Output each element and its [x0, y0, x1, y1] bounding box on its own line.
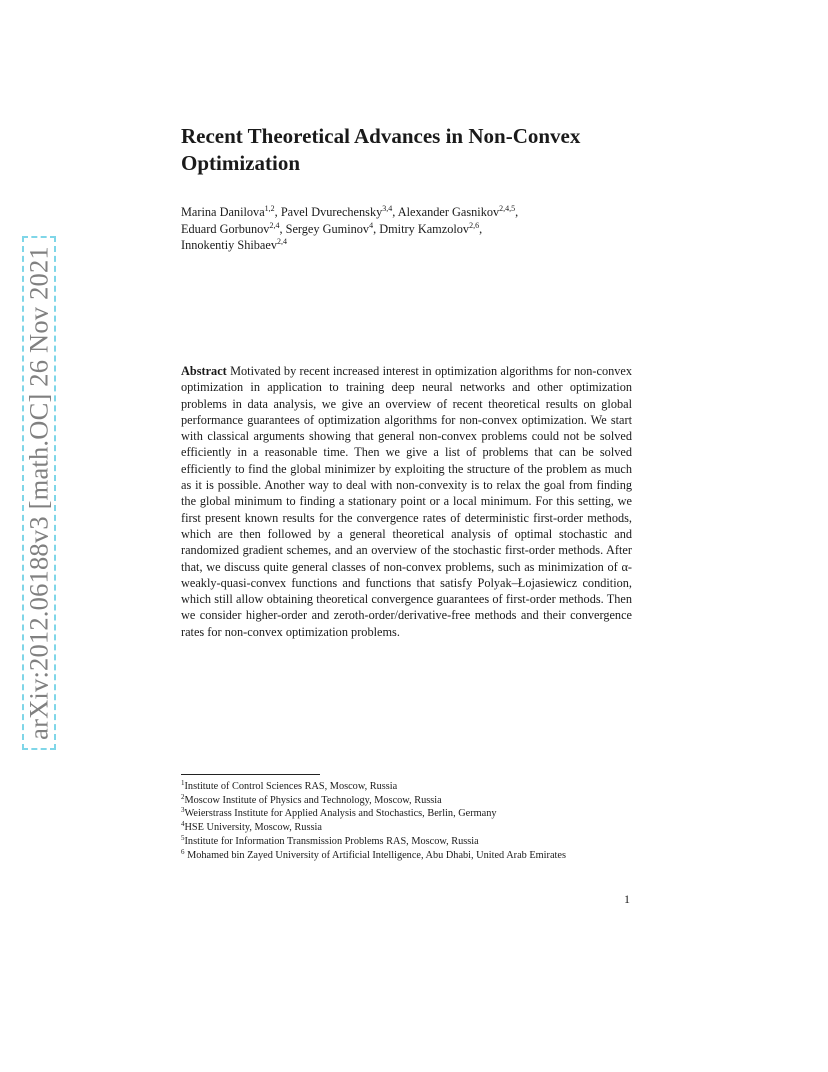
footnote-mark: 6: [181, 847, 185, 856]
arxiv-identifier-text: arXiv:2012.06188v3 [math.OC] 26 Nov 2021: [23, 246, 54, 740]
footnote-text: Mohamed bin Zayed University of Artificial Intelligence, Abu Dhabi, United Arab Emirates: [184, 849, 566, 861]
footnote-item: [181, 780, 641, 794]
footnote-mark: 5: [181, 833, 185, 842]
author-line: [181, 221, 641, 238]
author-separator: ,: [515, 205, 519, 219]
author-affiliation-mark: 1,2: [264, 204, 275, 213]
arxiv-identifier-stamp: [22, 236, 56, 750]
footnote-mark: 1: [181, 779, 185, 787]
author-name: Sergey Guminov: [285, 221, 370, 236]
footnote-item: [181, 849, 641, 863]
footnote-text: Institute for Information Transmission Problems RAS, Moscow, Russia: [184, 835, 479, 847]
author-separator: ,: [279, 221, 286, 236]
author-name: Marina Danilova: [181, 205, 265, 219]
author-separator: ,: [392, 205, 398, 219]
paper-title: Recent Theoretical Advances in Non-Convex Optimization: [181, 124, 581, 175]
footnote-item: [181, 794, 641, 808]
author-name: Innokentiy Shibaev: [181, 238, 277, 252]
abstract-text: Motivated by recent increased interest in optimization algorithms for non-convex optimization in application to training deep neural networks and other optimization problems in data analysis, we give an overview of recent theoretical results on global performance guarantees of optimization algorithms for non-convex optimization. We start with classical arguments showing that general non-convex problems could not be solved efficiently in a reasonable time. Then we give a list of problems that can be solved efficiently to find the global minimizer by exploiting the structure of the problem as much as it is possible. Another way to deal with non-convexity is to relax the goal from finding the global minimum to finding a stationary point or a local minimum. For this setting, we first present known results for the convergence rates of deterministic first-order methods, which are then followed by a general theoretical analysis of optimal stochastic and randomized gradient schemes, and an overview of the stochastic first-order methods. After that, we discuss quite general classes of non-convex problems, such as minimization of α-weakly-quasi-convex functions and functions that satisfy Polyak–Łojasiewicz condition, which still allow obtaining theoretical convergence guarantees of first-order methods. Then we consider higher-order and zeroth-order/derivative-free methods and their convergence rates for non-convex optimization problems.: [181, 364, 633, 639]
author-affiliation-mark: 2,4: [276, 237, 287, 246]
footnotes: [181, 780, 641, 862]
author-separator: ,: [479, 221, 483, 236]
author-separator: ,: [373, 221, 380, 236]
footnote-text: Moscow Institute of Physics and Technology, Moscow, Russia: [184, 794, 442, 806]
footnote-mark: 2: [181, 792, 185, 801]
author-name: Dmitry Kamzolov: [379, 221, 470, 236]
author-list: [181, 204, 641, 254]
footnote-rule: [181, 774, 320, 775]
author-affiliation-mark: 2,6: [469, 220, 480, 230]
footnote-text: Weierstrass Institute for Applied Analysis and Stochastics, Berlin, Germany: [184, 808, 497, 820]
author-name: Pavel Dvurechensky: [280, 205, 383, 219]
author-affiliation-mark: 3,4: [382, 204, 393, 213]
author-affiliation-mark: 2,4: [269, 220, 280, 230]
author-affiliation-mark: 2,4,5: [499, 204, 516, 213]
footnote-text: HSE University, Moscow, Russia: [184, 822, 322, 834]
abstract: [181, 363, 632, 640]
author-line: [181, 204, 641, 221]
page-number: 1: [624, 892, 630, 906]
footnote-text: Institute of Control Sciences RAS, Moscow, Russia: [184, 781, 398, 792]
footnote-mark: 3: [181, 806, 185, 815]
footnote-mark: 4: [181, 820, 185, 829]
footnote-item: [181, 821, 641, 835]
author-separator: ,: [274, 205, 281, 219]
footnote-item: [181, 807, 641, 821]
author-name: Eduard Gorbunov: [181, 221, 270, 236]
author-affiliation-mark: 4: [369, 220, 374, 230]
footnote-item: [181, 835, 641, 849]
author-line: [181, 237, 641, 254]
abstract-label: Abstract: [181, 364, 227, 378]
author-name: Alexander Gasnikov: [397, 205, 500, 219]
